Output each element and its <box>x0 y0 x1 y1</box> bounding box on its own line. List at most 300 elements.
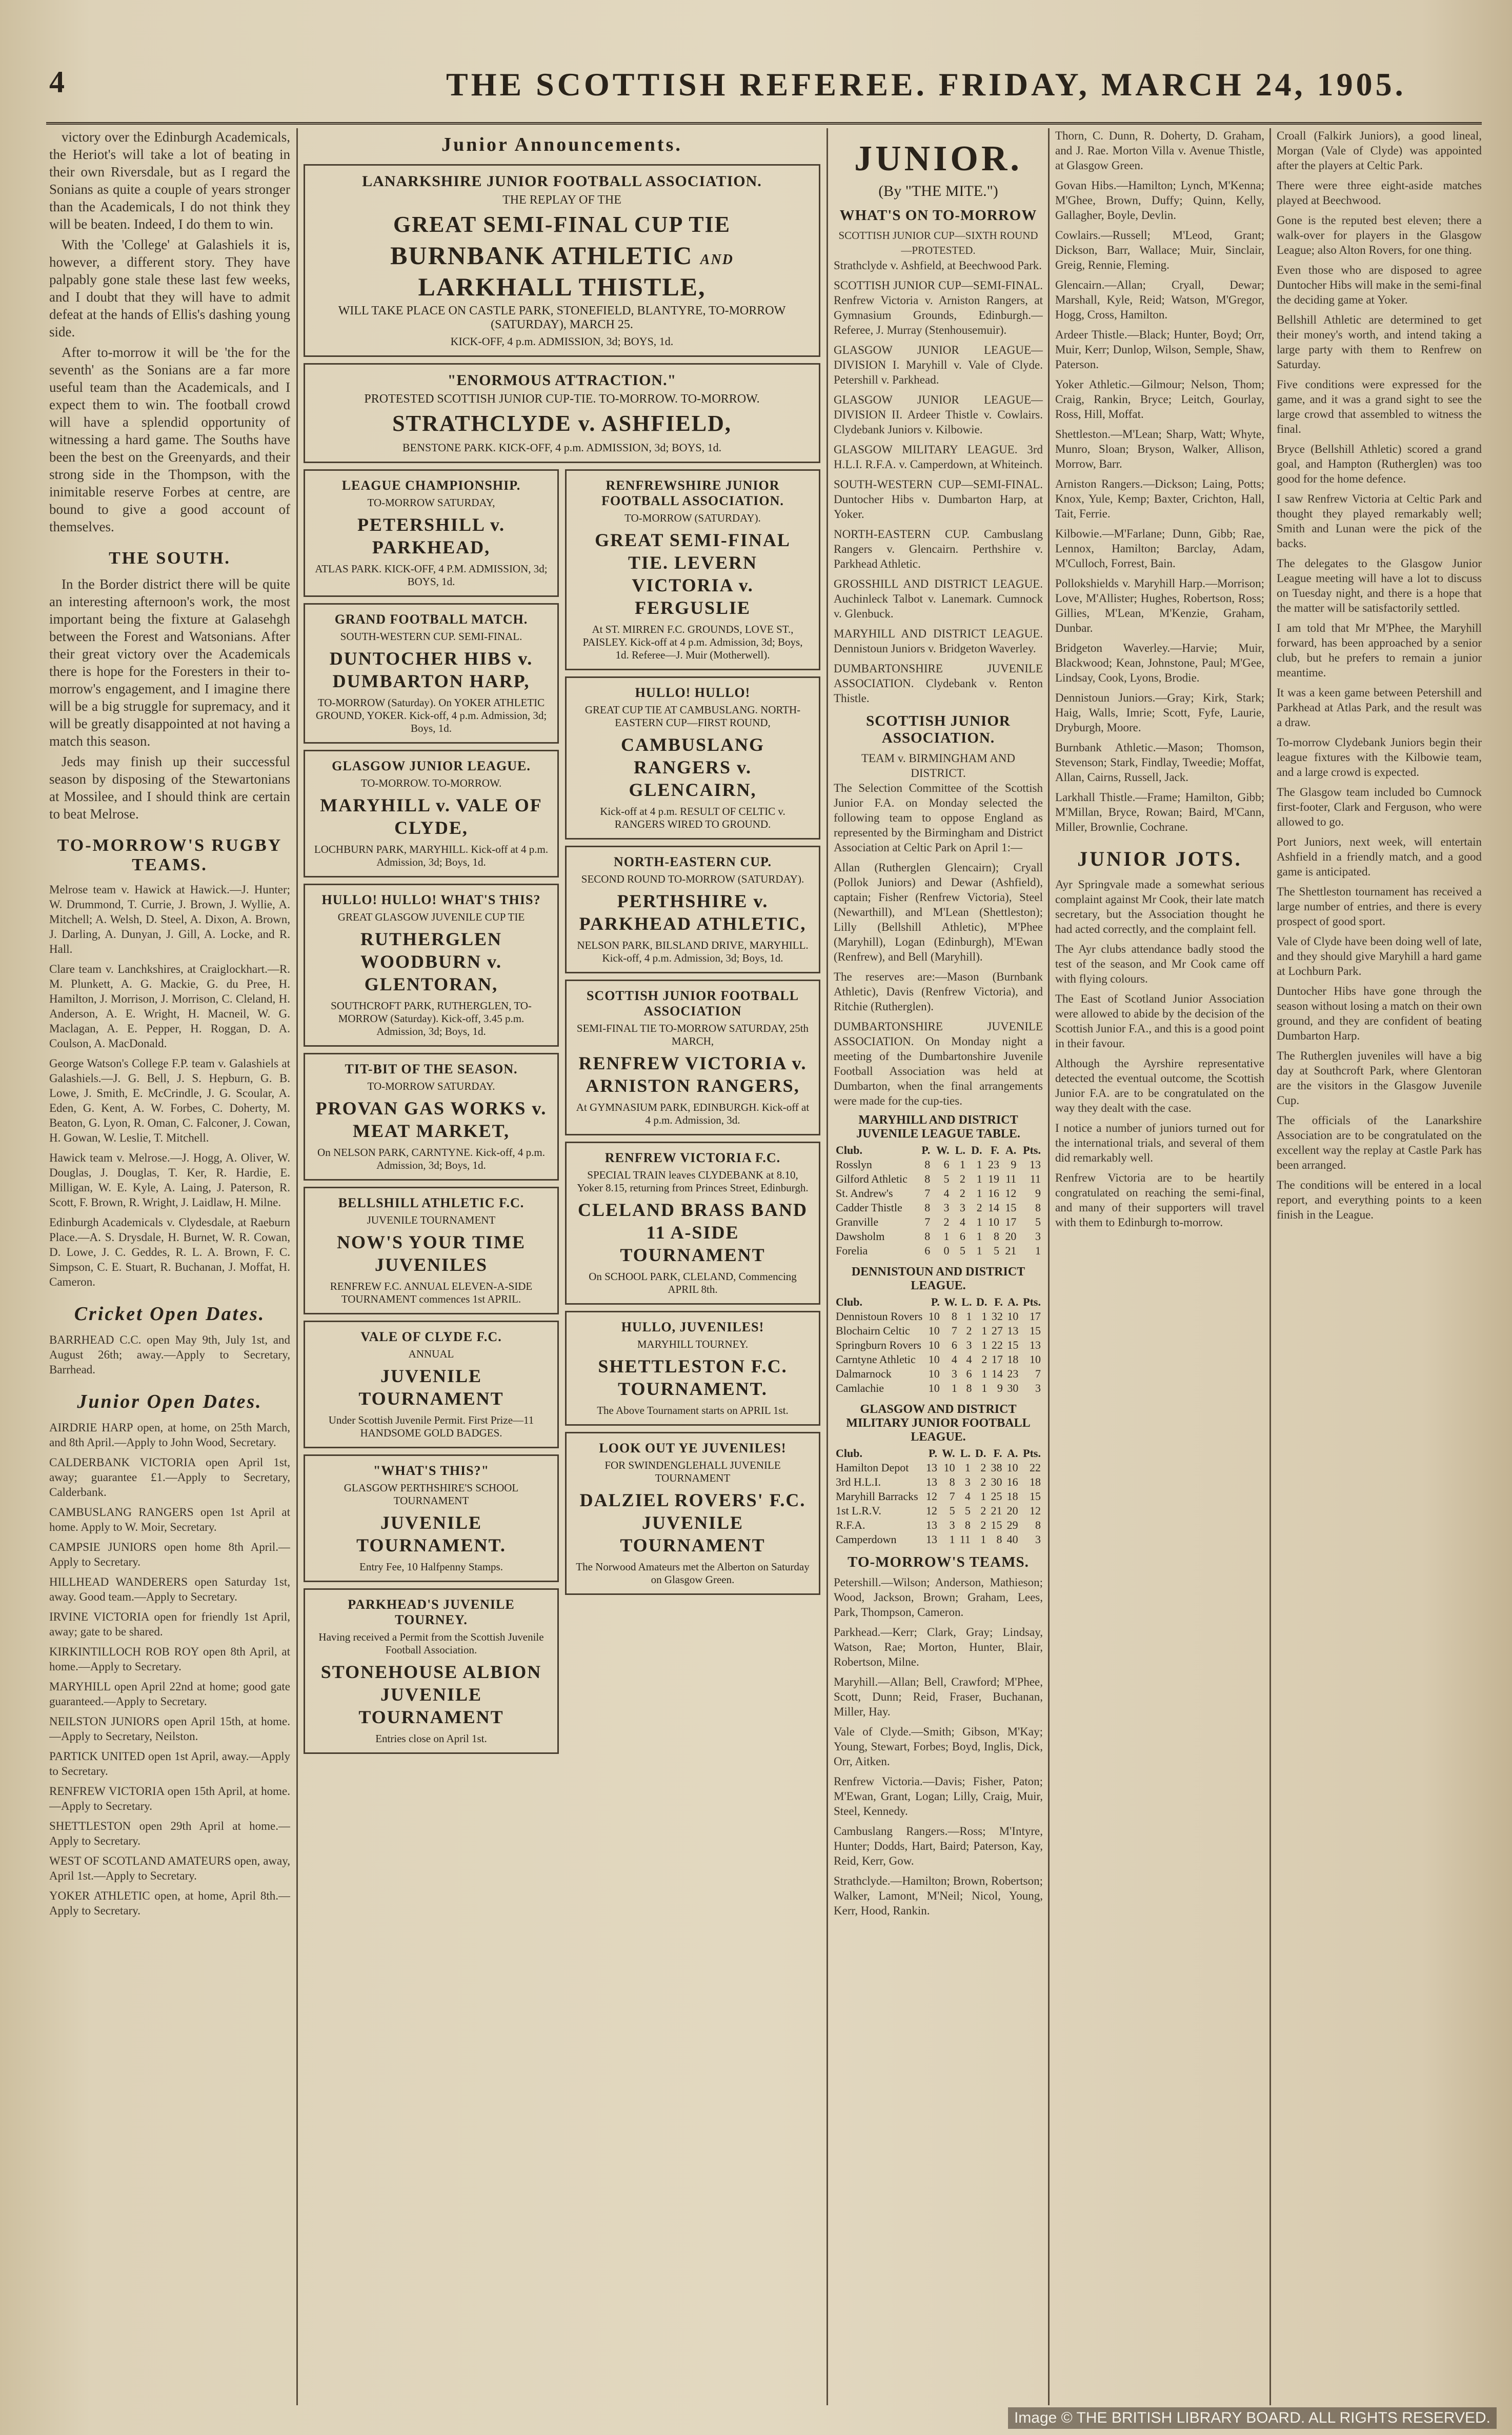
ad-l1: SCOTTISH JUNIOR FOOTBALL ASSOCIATION <box>586 988 799 1019</box>
table-cell: 8 <box>1035 1201 1041 1214</box>
table-cell: 32 <box>991 1310 1003 1323</box>
paragraph: Strathclyde.—Hamilton; Brown, Robertson; Walker, Lamont, M'Neil; Nicol, Young, Kerr, Hood, Rankin. <box>834 1874 1043 1917</box>
column-header: L. <box>961 1295 972 1308</box>
table-header-row <box>834 1446 1043 1461</box>
ad-l1: NORTH-EASTERN CUP. <box>614 854 772 869</box>
table-cell: 29 <box>1006 1519 1018 1531</box>
table-row <box>834 1352 1043 1367</box>
table-cell: 8 <box>1035 1519 1041 1531</box>
table-cell: 30 <box>991 1475 1002 1488</box>
table-cell: 21 <box>1005 1244 1017 1257</box>
ad-l1: GRAND FOOTBALL MATCH. <box>334 612 528 627</box>
ad-l2: GREAT CUP TIE AT CAMBUSLANG. NORTH-EASTERN CUP—FIRST ROUND, <box>584 704 801 729</box>
table-cell: 18 <box>1030 1475 1041 1488</box>
table-row <box>834 1338 1043 1352</box>
ad-headline: "ENORMOUS ATTRACTION." <box>447 372 677 389</box>
junior-byline: (By "THE MITE.") <box>878 183 998 199</box>
whats-on-text <box>834 258 1043 706</box>
table-cell: 7 <box>924 1187 931 1200</box>
table-cell: 17 <box>991 1353 1003 1366</box>
ad-cup: GREAT SEMI-FINAL CUP TIE <box>393 212 731 237</box>
table-cell: 11 <box>1030 1172 1041 1185</box>
column-header: Pts. <box>1023 1447 1041 1460</box>
paragraph: The East of Scotland Junior Association were allowed to abide by the decision of the Scottish Junior F.A., and this is a good point in their favour. <box>1055 992 1264 1050</box>
table-cell: 10 <box>987 1215 999 1228</box>
table-cell: 6 <box>924 1244 931 1257</box>
table-cell: 5 <box>959 1244 965 1257</box>
ad-team-1: BURNBANK ATHLETIC <box>390 241 693 270</box>
table-cell: 2 <box>980 1461 986 1474</box>
paragraph: Allan (Rutherglen Glencairn); Cryall (Pollok Juniors) and Dewar (Ashfield), captain; Fisher (Renfrew Victoria), Steel (Newarthill), and M'Lean (Shettleston); Lilly (Bellshill Athletic), M'Phee (Maryhill), Logan (Edinburgh), M'Ewan (Renfrew), and Bell (Maryhill). <box>834 861 1043 963</box>
paragraph: Renfrew Victoria.—Davis; Fisher, Paton; M'Ewan, Grant, Logan; Lilly, Craig, Muir, Steel, Kennedy. <box>834 1775 1043 1818</box>
table-cell: 3 <box>964 1475 971 1488</box>
paragraph: GLASGOW JUNIOR LEAGUE—DIVISION I. Maryhill v. Vale of Clyde. Petershill v. Parkhead. <box>834 344 1043 386</box>
table-cell: 12 <box>1030 1504 1041 1517</box>
paragraph: PARTICK UNITED open 1st April, away.—Apply to Secretary. <box>49 1750 290 1778</box>
table-cell: 3 <box>951 1367 957 1380</box>
ad-l1: HULLO, JUVENILES! <box>621 1320 764 1334</box>
table-cell: 15 <box>1030 1490 1041 1503</box>
paragraph: SHETTLESTON open 29th April at home.—Apply to Secretary. <box>49 1820 290 1847</box>
ad-box <box>304 1588 559 1754</box>
paragraph: Although the Ayrshire representative detected the eventual outcome, the Scottish Junior F.A. are to be congratulated on the way they dealt with the case. <box>1055 1057 1264 1114</box>
table-header-row <box>834 1143 1043 1157</box>
ad-box <box>565 846 820 973</box>
column-header: W. <box>936 1144 950 1156</box>
paragraph: Kilbowie.—M'Farlane; Dunn, Gibb; Rae, Lennox, Hamilton; Barclay, Adam, M'Culloch, Forrest, Bain. <box>1055 527 1264 570</box>
table-header-row <box>834 1295 1043 1309</box>
table-cell: 15 <box>1007 1339 1019 1351</box>
ad-kickoff: KICK-OFF, 4 p.m. ADMISSION, 3d; BOYS, 1d. <box>450 335 674 348</box>
column-header: F. <box>994 1295 1003 1308</box>
table-cell: 3 <box>1035 1533 1041 1546</box>
paragraph: George Watson's College F.P. team v. Galashiels at Galashiels.—J. G. Bell, J. S. Hepburn, G. B. Lowe, J. Smith, E. McCrindle, J. G. Scoular, A. Eden, G. Kent, A. W. Forbes, C. Doherty, M. Beaton, G. Lyon, R. Oman, C. Falconer, J. Cowan, H. Gowan, W. Leslie, T. Mitchell. <box>49 1057 290 1144</box>
table-cell: 13 <box>925 1533 937 1546</box>
table-caption: GLASGOW AND DISTRICT MILITARY JUNIOR FOOTBALL LEAGUE. <box>846 1403 1031 1444</box>
table-cell: 8 <box>951 1310 957 1323</box>
table-cell: 8 <box>993 1230 999 1243</box>
column-header: Club. <box>836 1295 862 1308</box>
column-header: D. <box>971 1144 982 1156</box>
table-cell: Maryhill Barracks <box>836 1490 918 1503</box>
table-cell: Camlachie <box>836 1382 884 1394</box>
column-5 <box>1277 128 1482 2405</box>
column-header: A. <box>1007 1447 1018 1460</box>
junior-title: JUNIOR. <box>854 139 1022 178</box>
table-cell: 30 <box>1007 1382 1019 1394</box>
column-header: A. <box>1005 1144 1017 1156</box>
table-cell: 16 <box>987 1187 999 1200</box>
table-cell: 10 <box>928 1310 940 1323</box>
ad-l2: JUVENILE TOURNAMENT <box>367 1214 496 1226</box>
teams-continued <box>1055 128 1264 834</box>
ad-l3: SHETTLESTON F.C. TOURNAMENT. <box>598 1356 788 1399</box>
table-row <box>834 1324 1043 1338</box>
ad-l1: "WHAT'S THIS?" <box>373 1463 490 1478</box>
table-cell: 10 <box>928 1324 940 1337</box>
table-cell: Gilford Athletic <box>836 1172 908 1185</box>
ad-l1: HULLO! HULLO! <box>635 685 751 700</box>
table-cell: 13 <box>1030 1339 1041 1351</box>
table-cell: 7 <box>924 1215 931 1228</box>
table-cell: 7 <box>951 1324 957 1337</box>
table-cell: Hamilton Depot <box>836 1461 909 1474</box>
paragraph: Croall (Falkirk Juniors), a good lineal, Morgan (Vale of Clyde) was appointed after the players at Celtic Park. <box>1277 129 1482 172</box>
ad-box <box>565 676 820 840</box>
table-cell: 10 <box>928 1367 940 1380</box>
table-cell: 1 <box>976 1215 982 1228</box>
table-cell: 19 <box>987 1172 999 1185</box>
table-cell: 11 <box>1005 1172 1017 1185</box>
whats-on-subheading: SCOTTISH JUNIOR CUP—SIXTH ROUND—PROTESTED. <box>838 229 1038 256</box>
table-cell: 13 <box>1007 1324 1019 1337</box>
ad-l3: DUNTOCHER HIBS v. DUMBARTON HARP, <box>329 648 533 691</box>
ad-l4: The Above Tournament starts on APRIL 1st. <box>597 1404 789 1416</box>
paragraph: I notice a number of juniors turned out for the international trials, and several of them did remarkably well. <box>1055 1122 1264 1164</box>
ad-l4: NELSON PARK, BILSLAND DRIVE, MARYHILL. Kick-off, 4 p.m. Admission, 3d; Boys, 1d. <box>577 939 809 964</box>
ad-box <box>565 469 820 670</box>
ad-l2: ANNUAL <box>408 1348 454 1360</box>
tomorrows-teams-heading: TO-MORROW'S TEAMS. <box>848 1554 1029 1570</box>
ad-l4: Entries close on April 1st. <box>375 1732 487 1745</box>
table-cell: 8 <box>924 1158 931 1171</box>
paragraph: Vale of Clyde have been doing well of late, and they should give Maryhill a hard game at Lochburn Park. <box>1277 935 1482 977</box>
ad-l4: Entry Fee, 10 Halfpenny Stamps. <box>359 1561 503 1573</box>
ad-l1: BELLSHILL ATHLETIC F.C. <box>338 1195 525 1210</box>
ad-l2: MARYHILL TOURNEY. <box>637 1338 749 1350</box>
paragraph: The Rutherglen juveniles will have a big day at Southcroft Park, where Glentoran are the visitors in the Glasgow Juvenile Cup. <box>1277 1049 1482 1107</box>
table-cell: 8 <box>924 1230 931 1243</box>
col5-text <box>1277 128 1482 1222</box>
ad-l2: Having received a Permit from the Scottish Juvenile Football Association. <box>318 1631 544 1656</box>
column-header: L. <box>960 1447 971 1460</box>
table-cell: 38 <box>991 1461 1002 1474</box>
ad-l4: RENFREW F.C. ANNUAL ELEVEN-A-SIDE TOURNAMENT commences 1st APRIL. <box>330 1280 533 1305</box>
column-header: D. <box>976 1295 987 1308</box>
column-header: F. <box>993 1447 1002 1460</box>
column-2-announcements <box>304 128 820 2405</box>
table-row <box>834 1367 1043 1381</box>
table-cell: 2 <box>959 1187 965 1200</box>
table-cell: 7 <box>1035 1367 1041 1380</box>
table-cell: 11 <box>959 1533 971 1546</box>
column-1 <box>49 128 290 2405</box>
ad-sub: PROTESTED SCOTTISH JUNIOR CUP-TIE. TO-MORROW. TO-MORROW. <box>364 392 760 406</box>
table-cell: 18 <box>1007 1353 1019 1366</box>
table-cell: 4 <box>966 1353 972 1366</box>
table-cell: 12 <box>925 1490 937 1503</box>
cricket-open-dates-text <box>49 1332 290 1377</box>
junior-jots-heading: JUNIOR JOTS. <box>1077 847 1242 870</box>
table-row <box>834 1475 1043 1489</box>
column-3-junior <box>834 128 1043 2405</box>
table-cell: 1 <box>964 1461 971 1474</box>
table-cell: 2 <box>980 1475 986 1488</box>
table-cell: Rosslyn <box>836 1158 872 1171</box>
table-cell: 3 <box>1035 1230 1041 1243</box>
page-number: 4 <box>49 65 65 99</box>
ad-l1: HULLO! HULLO! WHAT'S THIS? <box>321 892 541 907</box>
paragraph: AIRDRIE HARP open, at home, on 25th March, and 8th April.—Apply to John Wood, Secretary. <box>49 1421 290 1449</box>
ad-l2: GREAT GLASGOW JUVENILE CUP TIE <box>337 911 525 923</box>
paragraph: Ardeer Thistle.—Black; Hunter, Boyd; Orr, Muir, Kerr; Dunlop, Wilson, Semple, Shaw, Paterson. <box>1055 328 1264 371</box>
paragraph: Shettleston.—M'Lean; Sharp, Watt; Whyte, Munro, Sloan; Bryson, Walker, Allison, Morrow, Barr. <box>1055 428 1264 470</box>
sjfa-subheading: TEAM v. BIRMINGHAM AND DISTRICT. <box>861 752 1016 780</box>
table-cell: Carntyne Athletic <box>836 1353 916 1366</box>
paragraph: To-morrow Clydebank Juniors begin their league fixtures with the Kilbowie team, and a large crowd is expected. <box>1277 736 1482 779</box>
column-header: F. <box>991 1144 999 1156</box>
ad-l3: NOW'S YOUR TIME JUVENILES <box>336 1232 526 1275</box>
ad-l2: FOR SWINDENGLEHALL JUVENILE TOURNAMENT <box>604 1459 781 1484</box>
ad-box <box>565 1432 820 1595</box>
table-cell: 3 <box>959 1201 965 1214</box>
paragraph: Ayr Springvale made a somewhat serious complaint against Mr Cook, their late match secretary, but the Association thought he had acted correctly, and the complaint fell. <box>1055 878 1264 935</box>
table-cell: 13 <box>925 1475 937 1488</box>
table-cell: Dennistoun Rovers <box>836 1310 923 1323</box>
table-row <box>834 1215 1043 1229</box>
paragraph: After to-morrow it will be 'the for the seventh' as the Sonians are a far more useful team than the Academicals, and I expect them to win. The football crowd will have a splendid opportunity of witnessing a hard game. The Souths have been the best on the Greenyards, and their strong side in the Thompson, with the inimitable reserve Forbes at centre, are bound to give a good account of themselves. <box>49 345 290 534</box>
table-cell: 1 <box>951 1382 957 1394</box>
table-cell: 10 <box>928 1382 940 1394</box>
table-cell: 13 <box>925 1519 937 1531</box>
table-cell: 23 <box>1007 1367 1019 1380</box>
ad-l3: PERTHSHIRE v. PARKHEAD ATHLETIC, <box>579 891 807 934</box>
ad-l1: LEAGUE CHAMPIONSHIP. <box>341 478 521 493</box>
ad-l4: Under Scottish Juvenile Permit. First Prize—11 HANDSOME GOLD BADGES. <box>328 1414 534 1439</box>
table-cell: 22 <box>1030 1461 1041 1474</box>
table-caption: DENNISTOUN AND DISTRICT LEAGUE. <box>851 1265 1025 1292</box>
rugby-teams-heading: TO-MORROW'S RUGBY TEAMS. <box>57 836 283 874</box>
tomorrows-teams-text <box>834 1575 1043 1918</box>
paragraph: In the Border district there will be quite an interesting afternoon's work, the most important being the fixture at Galasehgh between the Forest and Watsonians. After their great victory over the Academicals there is hope for the Foresters in their to-morrow's engagement, and I imagine there will be a big struggle for supremacy, and it will be greatly disappointed at not having a match this season. <box>49 576 290 749</box>
table-cell: 4 <box>959 1215 965 1228</box>
paragraph: Five conditions were expressed for the game, and it was a grand sight to see the large crowd that assembled to witness the final. <box>1277 378 1482 435</box>
ad-l4: Kick-off at 4 p.m. RESULT OF CELTIC v. RANGERS WIRED TO GROUND. <box>600 805 785 830</box>
ad-box <box>304 603 559 744</box>
table-cell: Dalmarnock <box>836 1367 892 1380</box>
table-cell: 13 <box>1030 1158 1041 1171</box>
table-cell: 1 <box>943 1230 950 1243</box>
table-cell: Dawsholm <box>836 1230 885 1243</box>
paragraph: KIRKINTILLOCH ROB ROY open 8th April, at home.—Apply to Secretary. <box>49 1645 290 1673</box>
paragraph: Edinburgh Academicals v. Clydesdale, at Raeburn Place.—A. S. Drysdale, H. Burnet, W. R. Cowan, D. Lowe, J. C. Geddes, R. L. A. Brown, F. C. Simpson, C. E. Stuart, R. Buchanan, J. Moffat, H. Cameron. <box>49 1216 290 1288</box>
column-header: Pts. <box>1023 1144 1041 1156</box>
paragraph: Cambuslang Rangers.—Ross; M'Intyre, Hunter; Dodds, Hart, Baird; Paterson, Kay, Reid, Kerr, Gow. <box>834 1825 1043 1867</box>
table-cell: 6 <box>966 1367 972 1380</box>
table-cell: 20 <box>1005 1230 1017 1243</box>
ad-l3: PROVAN GAS WORKS v. MEAT MARKET, <box>315 1098 547 1141</box>
ad-l2: TO-MORROW. TO-MORROW. <box>360 777 502 789</box>
paragraph: Renfrew Victoria are to be heartily congratulated on reaching the semi-final, and many of their supporters will travel with them to Edinburgh to-morrow. <box>1055 1171 1264 1229</box>
table-cell: 4 <box>964 1490 971 1503</box>
paragraph: I saw Renfrew Victoria at Celtic Park and thought they played remarkably well; Smith and Lunan were the pick of the backs. <box>1277 492 1482 550</box>
table-cell: St. Andrew's <box>836 1187 893 1200</box>
table-cell: 1 <box>976 1187 982 1200</box>
table-cell: 1 <box>976 1172 982 1185</box>
table-cell: 20 <box>1006 1504 1018 1517</box>
column-divider <box>296 128 298 2405</box>
ad-l4: TO-MORROW (Saturday). On YOKER ATHLETIC GROUND, YOKER. Kick-off, 4 p.m. Admission, 3d; Boys, 1d. <box>315 696 547 734</box>
column-4 <box>1055 128 1264 2405</box>
table-cell: 8 <box>996 1533 1002 1546</box>
column-header: W. <box>944 1295 957 1308</box>
ad-l4: At ST. MIRREN F.C. GROUNDS, LOVE ST., PAISLEY. Kick-off at 4 p.m. Admission, 3d; Boys, 1d. Referee—J. Muir (Motherwell). <box>582 623 803 661</box>
paragraph: Pollokshields v. Maryhill Harp.—Morrison; Love, M'Allister; Hughes, Robertson, Ross; Gillies, M'Lean, M'Kenzie, Graham, Dunbar. <box>1055 577 1264 634</box>
column-header: Club. <box>836 1144 862 1156</box>
ad-replay: THE REPLAY OF THE <box>502 193 621 207</box>
paragraph: Jeds may finish up their successful season by disposing of the Stewartonians at Mossilee, and I should think are certain to beat Melrose. <box>49 754 290 822</box>
ad-place: WILL TAKE PLACE ON CASTLE PARK, STONEFIELD, BLANTYRE, TO-MORROW (SATURDAY), MARCH 25. <box>338 304 786 331</box>
announcements-heading: Junior Announcements. <box>441 134 682 155</box>
table-cell: 12 <box>1005 1187 1017 1200</box>
table-row <box>834 1172 1043 1186</box>
ad-l3: GREAT SEMI-FINAL TIE. LEVERN VICTORIA v. FERGUSLIE <box>595 530 791 618</box>
ad-l2: SOUTH-WESTERN CUP. SEMI-FINAL. <box>340 630 522 643</box>
table-cell: 3 <box>1035 1382 1041 1394</box>
ad-l4: At GYMNASIUM PARK, EDINBURGH. Kick-off at 4 p.m. Admission, 3d. <box>576 1101 810 1126</box>
paragraph: NEILSTON JUNIORS open April 15th, at home.—Apply to Secretary, Neilston. <box>49 1715 290 1743</box>
col1-intro <box>49 128 290 535</box>
ad-l1: RENFREW VICTORIA F.C. <box>604 1150 781 1165</box>
paragraph: Duntocher Hibs have gone through the season without losing a match on their own ground, and they are confident of beating Dumbarton Harp. <box>1277 985 1482 1042</box>
table-cell: 40 <box>1006 1533 1018 1546</box>
column-header: W. <box>942 1447 955 1460</box>
column-header: Club. <box>836 1447 862 1460</box>
ad-l1: LOOK OUT YE JUVENILES! <box>599 1441 787 1455</box>
ad-l4: On SCHOOL PARK, CLELAND, Commencing APRIL 8th. <box>589 1270 797 1295</box>
ad-l2: TO-MORROW SATURDAY, <box>367 496 495 509</box>
table-row <box>834 1504 1043 1518</box>
table-cell: 1 <box>959 1158 965 1171</box>
table-caption: MARYHILL AND DISTRICT JUVENILE LEAGUE TABLE. <box>856 1113 1020 1141</box>
column-divider <box>1048 128 1050 2405</box>
table-cell: 2 <box>981 1353 987 1366</box>
table-cell: 10 <box>1006 1461 1018 1474</box>
table-cell: 8 <box>924 1201 931 1214</box>
table-cell: 10 <box>1007 1310 1019 1323</box>
table-cell: 2 <box>976 1201 982 1214</box>
table-cell: 1 <box>981 1339 987 1351</box>
paragraph: Parkhead.—Kerr; Clark, Gray; Lindsay, Watson, Rae; Morton, Hunter, Blair, Robertson, Milne. <box>834 1626 1043 1668</box>
table-row <box>834 1532 1043 1547</box>
table-cell: 8 <box>949 1475 955 1488</box>
table-cell: 10 <box>943 1461 955 1474</box>
table-cell: 15 <box>991 1519 1002 1531</box>
table-row <box>834 1201 1043 1215</box>
ad-l3: JUVENILE TOURNAMENT <box>358 1366 504 1409</box>
table-cell: R.F.A. <box>836 1519 865 1531</box>
table-cell: 17 <box>1030 1310 1041 1323</box>
ad-l3: JUVENILE TOURNAMENT. <box>356 1512 506 1555</box>
ad-l4: The Norwood Amateurs met the Alberton on Saturday on Glasgow Green. <box>576 1561 810 1586</box>
table-cell: 10 <box>928 1353 940 1366</box>
paragraph: HILLHEAD WANDERERS open Saturday 1st, away. Good team.—Apply to Secretary. <box>49 1575 290 1603</box>
table-cell: 9 <box>1011 1158 1017 1171</box>
ad-box <box>565 1311 820 1426</box>
paragraph: The conditions will be entered in a local report, and everything points to a keen finish in the League. <box>1277 1179 1482 1221</box>
ad-l1: VALE OF CLYDE F.C. <box>360 1329 502 1344</box>
paragraph: YOKER ATHLETIC open, at home, April 8th.—Apply to Secretary. <box>49 1889 290 1917</box>
table-cell: Camperdown <box>836 1533 897 1546</box>
paragraph: I am told that Mr M'Phee, the Maryhill forward, has been approached by a senior club, but he prefers to remain a junior meantime. <box>1277 622 1482 679</box>
paragraph: Arniston Rangers.—Dickson; Laing, Potts; Knox, Yule, Kemp; Baxter, Crichton, Hall, Tait, Ferrie. <box>1055 477 1264 520</box>
paragraph: RENFREW VICTORIA open 15th April, at home.—Apply to Secretary. <box>49 1785 290 1812</box>
paragraph: The Selection Committee of the Scottish Junior F.A. on Monday selected the following team to oppose England as represented by the Birmingham and District Association at Celtic Park on April 1:— <box>834 782 1043 854</box>
sjfa-heading: SCOTTISH JUNIOR ASSOCIATION. <box>866 713 1011 746</box>
strathclyde-ashfield-ad <box>304 363 820 463</box>
table-cell: 1 <box>981 1367 987 1380</box>
ad-l4: On NELSON PARK, CARNTYNE. Kick-off, 4 p.m. Admission, 3d; Boys, 1d. <box>317 1146 545 1171</box>
table-cell: 5 <box>949 1504 955 1517</box>
table-cell: 9 <box>1035 1187 1041 1200</box>
column-header: L. <box>955 1144 965 1156</box>
paragraph: With the 'College' at Galashiels it is, however, a different story. They have palpably gone stale these last few weeks, and I doubt that they will have to admit defeat at the hands of Ellis's dashing young side. <box>49 237 290 340</box>
ad-l4: SOUTHCROFT PARK, RUTHERGLEN, TO-MORROW (Saturday). Kick-off, 3.45 p.m. Admission, 3d; Boys, 1d. <box>331 1000 532 1037</box>
table-cell: 8 <box>966 1382 972 1394</box>
table-cell: 2 <box>959 1172 965 1185</box>
ads-right-column <box>565 469 820 1760</box>
ad-place: BENSTONE PARK. KICK-OFF, 4 p.m. ADMISSION, 3d; BOYS, 1d. <box>402 441 722 454</box>
ad-box <box>304 1321 559 1448</box>
junior-open-dates-text <box>49 1420 290 1918</box>
ad-l2: TO-MORROW SATURDAY. <box>367 1080 495 1092</box>
paragraph: The Ayr clubs attendance badly stood the test of the season, and Mr Cook came off with flying colours. <box>1055 943 1264 985</box>
table-cell: 1 <box>980 1490 986 1503</box>
table-row <box>834 1186 1043 1201</box>
ad-match: STRATHCLYDE v. ASHFIELD, <box>392 411 732 436</box>
table-cell: 10 <box>928 1339 940 1351</box>
ad-box <box>304 750 559 877</box>
table-cell: 4 <box>943 1187 950 1200</box>
table-cell: 16 <box>1006 1475 1018 1488</box>
cricket-open-dates-heading: Cricket Open Dates. <box>74 1303 266 1325</box>
column-divider <box>1269 128 1271 2405</box>
table-cell: 3rd H.L.I. <box>836 1475 881 1488</box>
table-cell: 25 <box>991 1490 1002 1503</box>
table-cell: 3 <box>943 1201 950 1214</box>
paragraph: Thorn, C. Dunn, R. Doherty, D. Graham, and J. Rae. Morton Villa v. Avenue Thistle, at Glasgow Green. <box>1055 129 1264 172</box>
ad-box <box>304 884 559 1047</box>
table-cell: 1 <box>976 1230 982 1243</box>
ad-box <box>304 1053 559 1181</box>
ad-l1: GLASGOW JUNIOR LEAGUE. <box>332 759 531 773</box>
dennistoun-league-table <box>834 1265 1043 1395</box>
paragraph: CAMBUSLANG RANGERS open 1st April at home. Apply to W. Moir, Secretary. <box>49 1506 290 1533</box>
ad-box <box>304 1454 559 1582</box>
paragraph: CALDERBANK VICTORIA open April 1st, away; guarantee £1.—Apply to Secretary, Calderbank. <box>49 1456 290 1499</box>
south-heading: THE SOUTH. <box>109 549 231 568</box>
paragraph: GLASGOW JUNIOR LEAGUE—DIVISION II. Ardeer Thistle v. Cowlairs. Clydebank Juniors v. Kilbowie. <box>834 393 1043 436</box>
table-cell: 8 <box>924 1172 931 1185</box>
ad-l1: TIT-BIT OF THE SEASON. <box>345 1062 518 1076</box>
table-cell: 15 <box>1030 1324 1041 1337</box>
lanarkshire-semi-final-ad <box>304 164 820 357</box>
ad-l2: SPECIAL TRAIN leaves CLYDEBANK at 8.10, Yoker 8.15, returning from Princes Street, Edinburgh. <box>577 1169 809 1194</box>
paragraph: Burnbank Athletic.—Mason; Thomson, Stevenson; Stark, Findlay, Tweedie; Moffat, Allan, Cairns, Russell, Jack. <box>1055 741 1264 784</box>
ad-l4: ATLAS PARK. KICK-OFF, 4 P.M. ADMISSION, 3d; BOYS, 1d. <box>315 563 548 588</box>
paragraph: Clare team v. Lanchkshires, at Craiglockhart.—R. M. Plunkett, A. G. Mackie, G. du Pree, H. Hamilton, J. Morrison, J. Morrison, C. Cleland, H. Anderson, A. E. Wright, H. Macneil, W. G. Maclagan, A. E. Pepper, H. Roggan, D. A. Coulson, A. MacDonald. <box>49 963 290 1050</box>
table-cell: 1 <box>1035 1244 1041 1257</box>
junior-jots-text <box>1055 877 1264 1230</box>
table-cell: 22 <box>991 1339 1003 1351</box>
paragraph: MARYHILL open April 22nd at home; good gate guaranteed.—Apply to Secretary. <box>49 1680 290 1708</box>
column-header: Pts. <box>1023 1295 1041 1308</box>
paragraph: Melrose team v. Hawick at Hawick.—J. Hunter; W. Drummond, T. Currie, J. Brown, J. Wyllie, A. Mitchell; A. Welsh, D. Steel, A. Dixon, A. Brown, J. Darling, A. Dunyan, J. Gill, A. Locke, and R. Hall. <box>49 883 290 955</box>
paragraph: Hawick team v. Melrose.—J. Hogg, A. Oliver, W. Douglas, J. Douglas, T. Ker, R. Hardie, E. Milligan, W. E. Kyle, A. Laing, J. Paterson, R. Scott, F. Brown, R. Wright, J. Laidlaw, H. Milne. <box>49 1151 290 1209</box>
paragraph: SCOTTISH JUNIOR CUP—SEMI-FINAL. Renfrew Victoria v. Arniston Rangers, at Gymnasium Grounds, Edinburgh.—Referee, J. Murray (Stenhousemuir). <box>834 279 1043 336</box>
ad-association: LANARKSHIRE JUNIOR FOOTBALL ASSOCIATION. <box>362 173 762 190</box>
table-cell: 21 <box>991 1504 1002 1517</box>
